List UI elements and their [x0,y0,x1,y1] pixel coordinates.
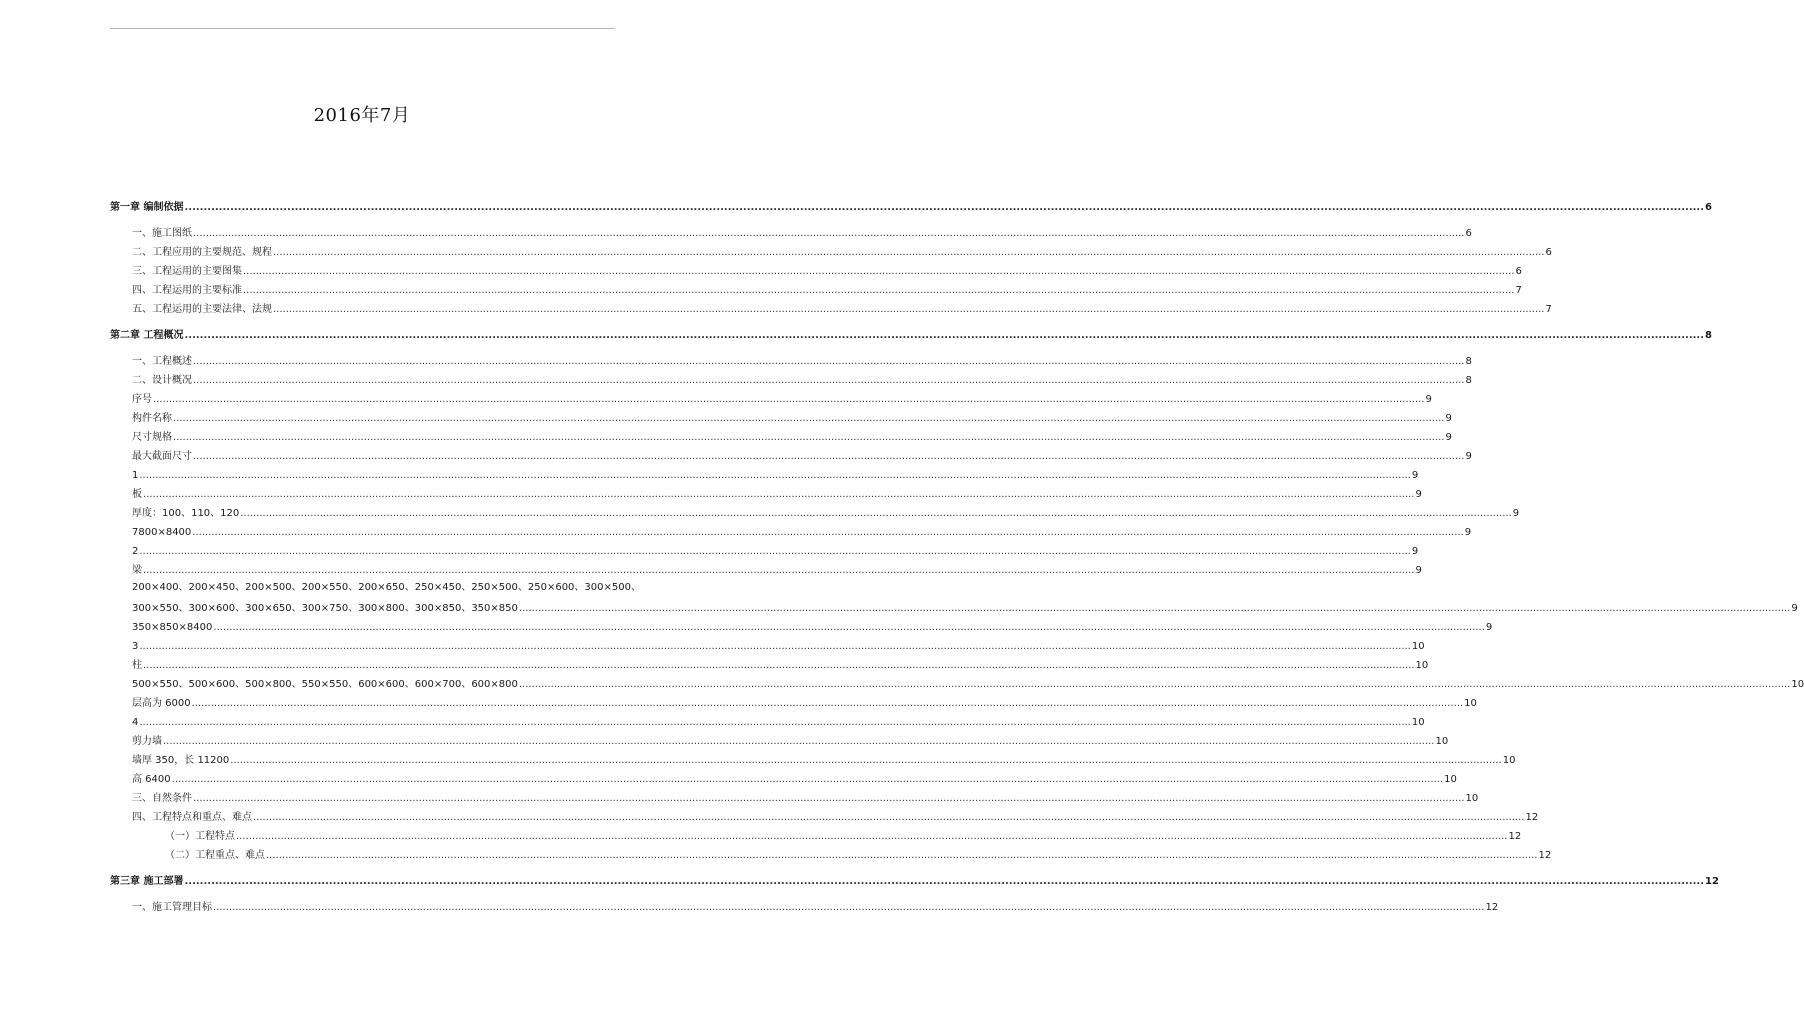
toc-dot-leader: ................................................................................................................................................................................................................................................................................................................................................................................................................ [243,266,1515,277]
toc-entry-title: 第二章 工程概况 [110,330,184,341]
toc-page-number: 10 [1444,774,1457,785]
toc-entry-title: 500×550、500×600、500×800、550×550、600×600、600×700、600×800 [132,679,518,690]
toc-entry-title: 层高为 6000 [132,698,191,709]
toc-dot-leader: ................................................................................................................................................................................................................................................................................................................................................................................................................ [139,641,1411,652]
toc-page-number: 10 [1464,698,1477,709]
toc-page-number: 7 [1545,304,1552,315]
toc-dot-leader: ................................................................................................................................................................................................................................................................................................................................................................................................................ [253,812,1525,823]
toc-page-number: 6 [1465,228,1472,239]
toc-page-number: 9 [1485,622,1493,633]
toc-page-number: 12 [1508,831,1522,842]
toc-dot-leader: ................................................................................................................................................................................................................................................................................................................................................................................................................ [173,432,1445,443]
toc-page-number: 6 [1545,247,1552,258]
toc-entry-title: 柱 [132,660,142,671]
toc-dot-leader: ................................................................................................................................................................................................................................................................................................................................................................................................................ [143,660,1415,671]
toc-page-number: 12 [1705,876,1719,887]
toc-entry-title: 剪力墙 [132,736,162,747]
toc-page-number: 9 [1411,470,1419,481]
toc-entry-title: 350×850×8400 [132,622,213,633]
toc-entry[interactable] [110,790,1479,806]
toc-entry[interactable] [110,263,1522,279]
toc-dot-leader: ................................................................................................................................................................................................................................................................................................................................................................................................................ [193,228,1465,239]
toc-page-number: 9 [1411,546,1419,557]
toc-dot-leader: ................................................................................................................................................................................................................................................................................................................................................................................................................ [236,831,1508,842]
toc-dot-leader: ................................................................................................................................................................................................................................................................................................................................................................................................................ [184,202,1705,213]
toc-entry-title: 300×550、300×600、300×650、300×750、300×800、300×850、350×850 [132,603,518,614]
toc-page-number: 9 [1464,527,1472,538]
toc-entry-title: 构件名称 [132,413,172,424]
toc-entry[interactable] [110,676,1804,692]
toc-entry[interactable] [110,225,1472,241]
toc-dot-leader: ................................................................................................................................................................................................................................................................................................................................................................................................................ [230,755,1502,766]
toc-wrapped-line: 200×400、200×450、200×500、200×550、200×650、250×450、250×500、250×600、300×500、 [132,582,641,593]
toc-entry-title: 二、工程应用的主要规范、规程 [132,247,272,258]
toc-entry[interactable] [110,486,1422,502]
toc-entry-title: （二）工程重点、难点 [165,850,265,861]
toc-dot-leader: ................................................................................................................................................................................................................................................................................................................................................................................................................ [193,356,1465,367]
toc-dot-leader: ................................................................................................................................................................................................................................................................................................................................................................................................................ [193,375,1465,386]
toc-entry-title: 三、自然条件 [132,793,192,804]
toc-dot-leader: ................................................................................................................................................................................................................................................................................................................................................................................................................ [139,546,1411,557]
toc-entry[interactable] [110,372,1472,388]
date-title: 2016年7月 [313,105,411,126]
toc-entry[interactable] [110,543,1419,559]
toc-page-number: 10 [1435,736,1449,747]
toc-entry[interactable] [110,467,1419,483]
toc-page-number: 9 [1415,489,1422,500]
toc-page-number: 10 [1791,679,1804,690]
toc-dot-leader: ................................................................................................................................................................................................................................................................................................................................................................................................................ [193,451,1465,462]
toc-entry-title: 一、施工图纸 [132,228,192,239]
toc-page-number: 9 [1791,603,1798,614]
toc-dot-leader: ................................................................................................................................................................................................................................................................................................................................................................................................................ [171,774,1444,785]
toc-entry[interactable] [110,600,1798,616]
toc-dot-leader: ................................................................................................................................................................................................................................................................................................................................................................................................................ [163,736,1435,747]
toc-dot-leader: ................................................................................................................................................................................................................................................................................................................................................................................................................ [518,603,1791,614]
toc-entry[interactable] [110,562,1422,578]
toc-entry[interactable] [110,353,1472,369]
toc-entry[interactable] [110,847,1552,863]
toc-entry[interactable] [110,282,1522,298]
toc-page-number: 10 [1411,641,1425,652]
toc-dot-leader: ................................................................................................................................................................................................................................................................................................................................................................................................................ [139,470,1411,481]
toc-entry[interactable] [110,714,1425,730]
toc-page-number: 8 [1705,330,1712,341]
toc-entry-title: 梁 [132,565,142,576]
toc-page-number: 8 [1465,356,1472,367]
toc-page-number: 12 [1525,812,1539,823]
toc-page-number: 6 [1515,266,1522,277]
toc-page-number: 9 [1425,394,1432,405]
toc-entry-title: 序号 [132,394,152,405]
toc-dot-leader: ................................................................................................................................................................................................................................................................................................................................................................................................................ [191,698,1464,709]
toc-page-number: 8 [1465,375,1472,386]
toc-entry-title: 尺寸规格 [132,432,172,443]
toc-dot-leader: ................................................................................................................................................................................................................................................................................................................................................................................................................ [192,527,1464,538]
toc-dot-leader: ................................................................................................................................................................................................................................................................................................................................................................................................................ [243,285,1515,296]
toc-dot-leader: ................................................................................................................................................................................................................................................................................................................................................................................................................ [173,413,1445,424]
toc-entry[interactable] [110,429,1452,445]
toc-entry[interactable] [110,752,1516,768]
toc-entry[interactable] [110,695,1477,711]
toc-entry-title: 4 [132,717,139,728]
toc-entry-title: 最大截面尺寸 [132,451,192,462]
toc-page-number: 12 [1485,902,1499,913]
toc-entry-title: 五、工程运用的主要法律、法规 [132,304,272,315]
toc-entry[interactable] [110,505,1520,521]
toc-chapter-entry[interactable] [110,327,1712,343]
toc-entry-title: 第一章 编制依据 [110,202,184,213]
toc-entry[interactable] [110,771,1457,787]
toc-dot-leader: ................................................................................................................................................................................................................................................................................................................................................................................................................ [240,508,1512,519]
toc-dot-leader: ................................................................................................................................................................................................................................................................................................................................................................................................................ [273,304,1545,315]
toc-entry-title: 一、施工管理目标 [132,902,212,913]
toc-entry-title: 7800×8400 [132,527,192,538]
toc-entry-title: 四、工程特点和重点、难点 [132,812,252,823]
toc-dot-leader: ................................................................................................................................................................................................................................................................................................................................................................................................................ [143,489,1415,500]
toc-entry[interactable] [110,391,1432,407]
toc-page-number: 9 [1465,451,1472,462]
toc-entry-title: 四、工程运用的主要标准 [132,285,242,296]
toc-entry-title: （一）工程特点 [165,831,235,842]
toc-chapter-entry[interactable] [110,199,1712,215]
toc-dot-leader: ................................................................................................................................................................................................................................................................................................................................................................................................................ [266,850,1538,861]
toc-page-number: 12 [1538,850,1552,861]
toc-page-number: 9 [1415,565,1422,576]
toc-entry-title: 1 [132,470,139,481]
toc-entry[interactable] [110,448,1472,464]
toc-entry[interactable] [110,809,1539,825]
toc-entry[interactable] [110,410,1452,426]
toc-entry-title: 墙厚 350，长 11200 [132,755,230,766]
toc-dot-leader: ................................................................................................................................................................................................................................................................................................................................................................................................................ [273,247,1545,258]
toc-entry-title: 高 6400 [132,774,171,785]
toc-dot-leader: ................................................................................................................................................................................................................................................................................................................................................................................................................ [193,793,1465,804]
toc-entry[interactable] [110,301,1552,317]
toc-entry-title: 二、设计概况 [132,375,192,386]
toc-chapter-entry[interactable] [110,873,1719,889]
toc-entry-title: 一、工程概述 [132,356,192,367]
toc-dot-leader: ................................................................................................................................................................................................................................................................................................................................................................................................................ [139,717,1411,728]
toc-entry[interactable] [110,899,1499,915]
toc-page-number: 10 [1502,755,1516,766]
toc-page-number: 10 [1465,793,1479,804]
toc-page-number: 9 [1445,432,1452,443]
toc-page-number: 10 [1415,660,1429,671]
toc-entry-title: 2 [132,546,139,557]
toc-dot-leader: ................................................................................................................................................................................................................................................................................................................................................................................................................ [153,394,1425,405]
toc-entry[interactable] [110,733,1449,749]
toc-dot-leader: ................................................................................................................................................................................................................................................................................................................................................................................................................ [143,565,1415,576]
toc-entry[interactable] [110,524,1472,540]
toc-entry-title: 板 [132,489,142,500]
toc-entry-title: 3 [132,641,139,652]
toc-entry[interactable] [110,828,1522,844]
toc-dot-leader: ................................................................................................................................................................................................................................................................................................................................................................................................................ [518,679,1791,690]
toc-dot-leader: ................................................................................................................................................................................................................................................................................................................................................................................................................ [184,876,1705,887]
toc-entry[interactable] [110,619,1493,635]
toc-page-number: 6 [1705,202,1712,213]
toc-dot-leader: ................................................................................................................................................................................................................................................................................................................................................................................................................ [213,622,1485,633]
toc-entry-title: 三、工程运用的主要图集 [132,266,242,277]
toc-page-number: 10 [1411,717,1425,728]
toc-dot-leader: ................................................................................................................................................................................................................................................................................................................................................................................................................ [213,902,1485,913]
toc-entry-title: 厚度：100、110、120 [132,508,240,519]
toc-page-number: 7 [1515,285,1522,296]
toc-page-number: 9 [1512,508,1520,519]
toc-page-number: 9 [1445,413,1452,424]
toc-entry[interactable] [110,638,1425,654]
toc-entry[interactable] [110,244,1552,260]
toc-dot-leader: ................................................................................................................................................................................................................................................................................................................................................................................................................ [184,330,1705,341]
toc-entry[interactable] [110,657,1429,673]
header-rule [110,28,615,29]
toc-entry-title: 第三章 施工部署 [110,876,184,887]
